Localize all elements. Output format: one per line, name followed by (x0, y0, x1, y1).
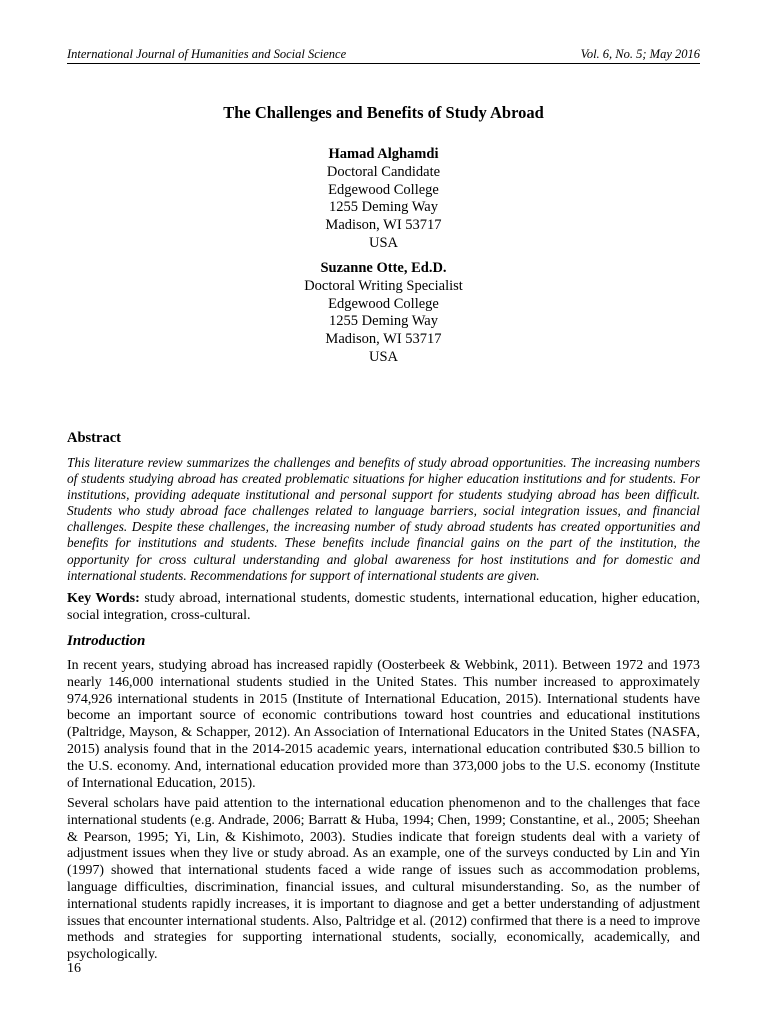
author-street: 1255 Deming Way (329, 199, 438, 216)
author-block-2 (67, 260, 700, 367)
author-block-1 (67, 146, 700, 253)
author-city: Madison, WI 53717 (325, 217, 442, 234)
body-paragraph: In recent years, studying abroad has increased rapidly (Oosterbeek & Webbink, 2011). Between 1972 and 1973 nearly 146,000 international students studied in the United States. This number increased to approximately 974,926 international students in 2015 (Institute of International Education, 2015). International students have become an important source of economic contributions toward host countries and educational institutions (Paltridge, Mayson, & Schapper, 2012). An Association of International Educators in the United States (NASFA, 2015) analysis found that in the 2014-2015 academic years, international education contributed $30.5 billion to the U.S. economy. And, international education provided more than 373,000 jobs to the U.S. economy (Institute of International Education, 2015). (67, 658, 700, 791)
author-name: Hamad Alghamdi (328, 146, 439, 162)
keywords-text: study abroad, international students, domestic students, international education, higher education, social integration, cross-cultural. (67, 591, 700, 623)
author-institution: Edgewood College (328, 181, 439, 198)
author-name: Suzanne Otte, Ed.D. (320, 260, 447, 276)
body-paragraph: Several scholars have paid attention to the international education phenomenon and to the challenges that face international students (e.g. Andrade, 2006; Barratt & Huba, 1994; Chen, 1999; Constantine, et al., 2005; Sheehan & Pearson, 1995; Yi, Lin, & Kishimoto, 2003). Studies indicate that foreign students deal with a variety of adjustment issues when they live or study abroad. As an example, one of the surveys conducted by Lin and Yin (1997) showed that international students faced a wide range of issues such as accommodation problems, language difficulties, discrimination, financial issues, and cultural misunderstanding. So, as the number of international students rapidly increases, it is important to diagnose and get a better understanding of adjustment issues that encounter international students. Also, Paltridge et al. (2012) confirmed that there is a need to improve methods and strategies for supporting international students, socially, economically, academically, and psychologically. (67, 796, 700, 963)
author-title: Doctoral Candidate (326, 163, 441, 180)
keywords-label: Key Words: (67, 591, 140, 606)
author-street: 1255 Deming Way (329, 313, 438, 330)
keywords (67, 590, 700, 624)
abstract-text: This literature review summarizes the challenges and benefits of study abroad opportunities. The increasing numbers of students studying abroad has created problematic situations for higher education institutions and for students. For institutions, providing adequate institutional and personal support for students studying abroad has been difficult. Students who study abroad face challenges related to language barriers, social integration issues, and financial challenges. Despite these challenges, the increasing number of study abroad students has created opportunities and benefits for institutions and students. These benefits include financial gains on the part of the institution, the opportunity for cross cultural understanding and global awareness for host institutions and for domestic and international students. Recommendations for support of international students are given. (67, 455, 700, 583)
introduction-heading: Introduction (67, 633, 146, 649)
author-country: USA (368, 348, 398, 365)
journal-name: International Journal of Humanities and Social Science (67, 47, 347, 61)
abstract-heading: Abstract (67, 430, 121, 446)
author-country: USA (368, 234, 398, 251)
running-header (67, 46, 700, 64)
author-city: Madison, WI 53717 (325, 331, 442, 348)
author-institution: Edgewood College (328, 295, 439, 312)
paper-title: The Challenges and Benefits of Study Abroad (223, 103, 544, 122)
issue-info: Vol. 6, No. 5; May 2016 (580, 47, 700, 61)
author-title: Doctoral Writing Specialist (304, 277, 463, 294)
page-number: 16 (67, 961, 81, 976)
